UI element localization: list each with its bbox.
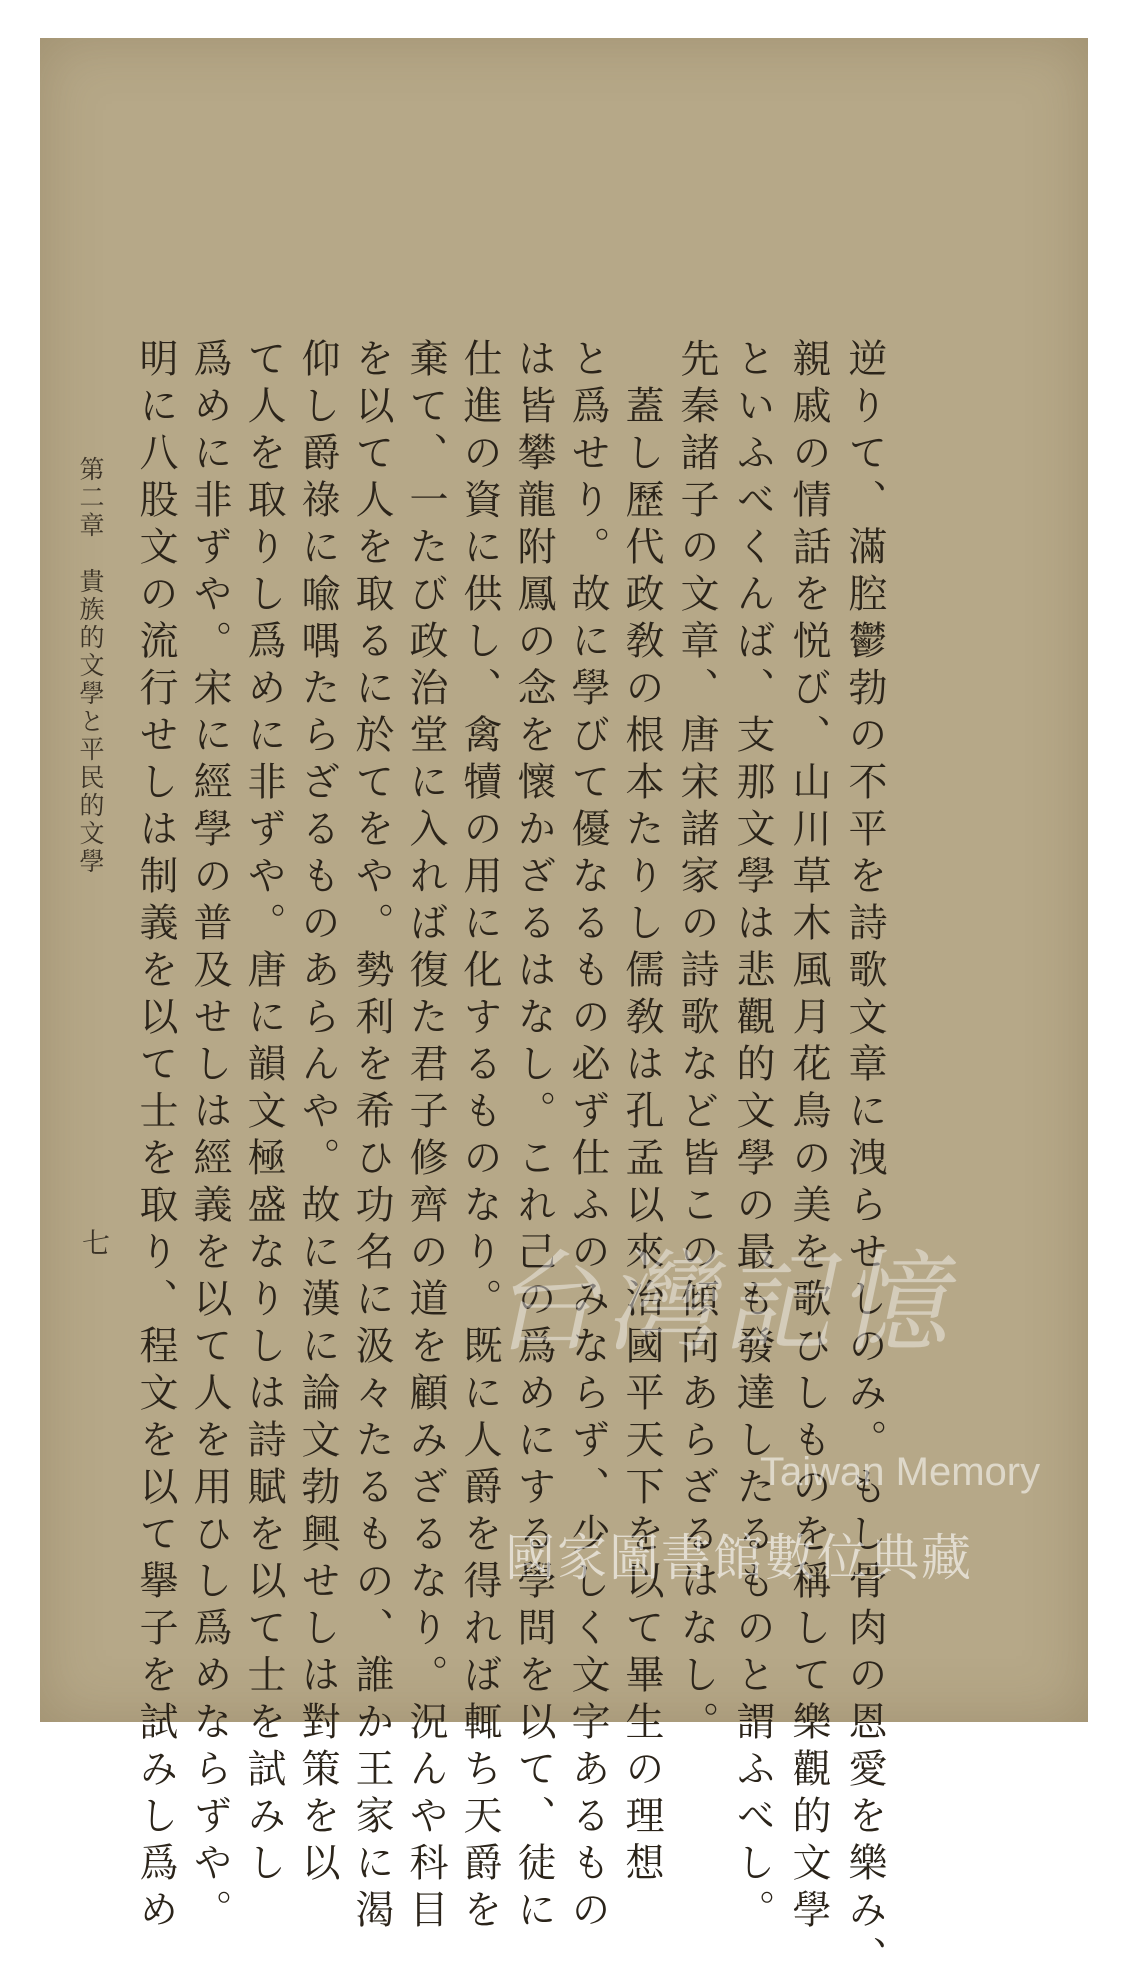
text-column-4: 先秦諸子の文章、唐宋諸家の詩歌など皆この傾向あらざるはなし。 [674, 338, 719, 1748]
text-column-7: は皆攀龍附鳳の念を懷かざるはなし。これ己の爲めにする學問を以て、徒に [511, 338, 556, 1936]
text-column-1: 逆りて、滿腔鬱勃の不平を詩歌文章に洩らせしのみ。もし骨肉の恩愛を樂み、 [842, 338, 887, 1983]
page-number: 七 [78, 1228, 111, 1256]
text-column-8: 仕進の資に供し、禽犢の用に化するものなり。既に人爵を得れば輒ち天爵を [457, 338, 502, 1936]
watermark-chinese: 國家圖書館數位典藏 [505, 1530, 973, 1586]
watermark-english: Taiwan Memory [760, 1450, 1041, 1494]
text-column-6: と爲せり。故に學びて優なるもの必ず仕ふのみならず、少しく文字あるもの [565, 338, 610, 1936]
text-column-14: 明に八股文の流行せしは制義を以て士を取り、程文を以て擧子を試みし爲め [133, 338, 178, 1936]
text-column-10: を以て人を取るに於てをや。勢利を希ひ功名に汲々たるもの、誰か王家に渴 [349, 338, 394, 1936]
text-column-9: 棄て、一たび政治堂に入れば復た君子修齊の道を顧みざるなり。況んや科目 [403, 338, 448, 1936]
text-column-11: 仰し爵祿に喩喁たらざるものあらんや。故に漢に論文勃興せしは對策を以 [295, 338, 340, 1889]
text-column-3: といふべくんば、支那文學は悲觀的文學の最も發達したるものと謂ふべし。 [730, 338, 775, 1936]
running-header: 第二章 貴族的文學と平民的文學 [76, 456, 105, 876]
text-column-2: 親戚の情話を悦び、山川草木風月花鳥の美を歌ひしものを稱して樂觀的文學 [786, 338, 831, 1936]
text-column-13: 爲めに非ずや。宋に經學の普及せしは經義を以て人を用ひし爲めならずや。 [187, 338, 232, 1936]
watermark-calligraphy: 台灣記憶 [484, 1239, 976, 1367]
text-column-5: 蓋し歷代政敎の根本たりし儒敎は孔孟以來治國平天下を以て畢生の理想 [619, 338, 664, 1889]
text-column-12: て人を取りし爲めに非ずや。唐に韻文極盛なりしは詩賦を以て士を試みし [241, 338, 286, 1889]
